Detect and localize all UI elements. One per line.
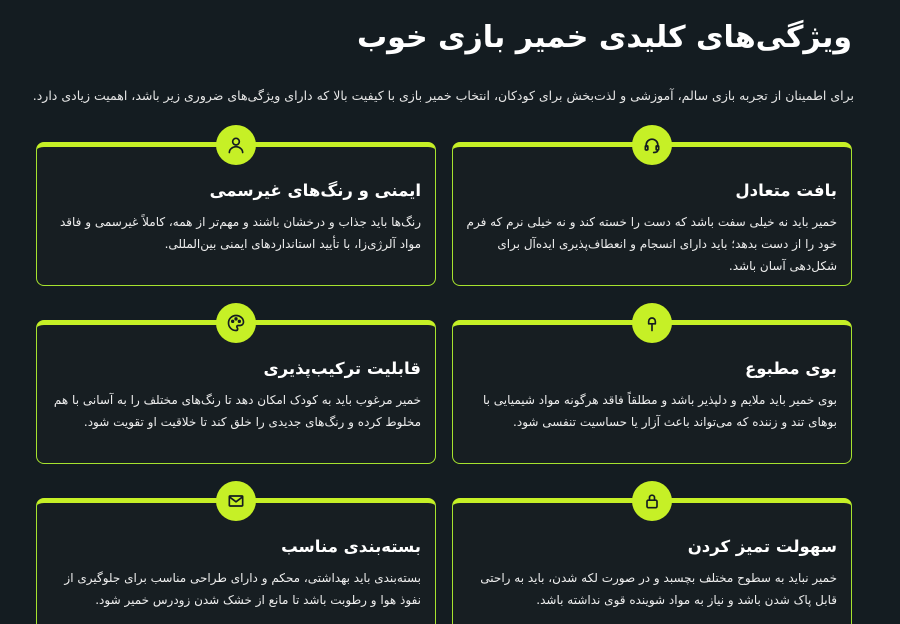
feature-card-texture [452,142,852,286]
feature-description: رنگ‌ها باید جذاب و درخشان باشند و مهم‌تر از همه، کاملاً غیرسمی و فاقد مواد آلرژی‌زا، با تأیید استانداردهای ایمنی بین‌المللی. [59,215,421,251]
lock-icon [632,481,672,521]
page-title: ویژگی‌های کلیدی خمیر بازی خوب [357,20,852,55]
feature-title: ایمنی و رنگ‌های غیرسمی [209,181,421,200]
feature-title: بافت متعادل [735,181,837,200]
headset-icon [632,125,672,165]
feature-card-mixing [36,320,436,464]
feature-title: قابلیت ترکیب‌پذیری [263,359,421,378]
feature-card-packaging [36,498,436,624]
feature-title: بوی مطبوع [744,359,837,378]
ice-cream-icon [632,303,672,343]
feature-card-safety [36,142,436,286]
feature-card-smell [452,320,852,464]
feature-description: بوی خمیر باید ملایم و دلپذیر باشد و مطلقاً فاقد هرگونه مواد شیمیایی با بوهای تند و زننده که می‌تواند باعث آزار یا حساسیت تنفسی شود. [482,393,837,429]
feature-card-cleaning [452,498,852,624]
feature-description: خمیر نباید به سطوح مختلف بچسبد و در صورت لکه شدن، باید به راحتی قابل پاک شدن باشد و نیاز به مواد شوینده قوی نداشته باشد. [480,571,837,607]
feature-description: خمیر باید نه خیلی سفت باشد که دست را خسته کند و نه خیلی نرم که فرم خود را از دست بدهد؛ باید دارای انسجام و انعطاف‌پذیری ایده‌آل برای شکل‌دهی آسان باشد. [466,215,837,273]
feature-description: خمیر مرغوب باید به کودک امکان دهد تا رنگ‌های مختلف را به آسانی با هم مخلوط کرده و رنگ‌های جدیدی را خلق کند تا خلاقیت او تقویت شود. [53,393,421,429]
feature-title: بسته‌بندی مناسب [281,537,421,556]
palette-icon [216,303,256,343]
feature-description: بسته‌بندی باید بهداشتی، محکم و دارای طراحی مناسب برای جلوگیری از نفوذ هوا و رطوبت باشد تا مانع از خشک شدن زودرس خمیر شود. [64,571,421,607]
feature-title: سهولت تمیز کردن [687,537,837,556]
intro-text: برای اطمینان از تجربه بازی سالم، آموزشی و لذت‌بخش برای کودکان، انتخاب خمیر بازی با کیفیت بالا که دارای ویژگی‌های ضروری زیر باشد، اهمیت زیادی دارد. [32,88,854,103]
envelope-icon [216,481,256,521]
user-icon [216,125,256,165]
